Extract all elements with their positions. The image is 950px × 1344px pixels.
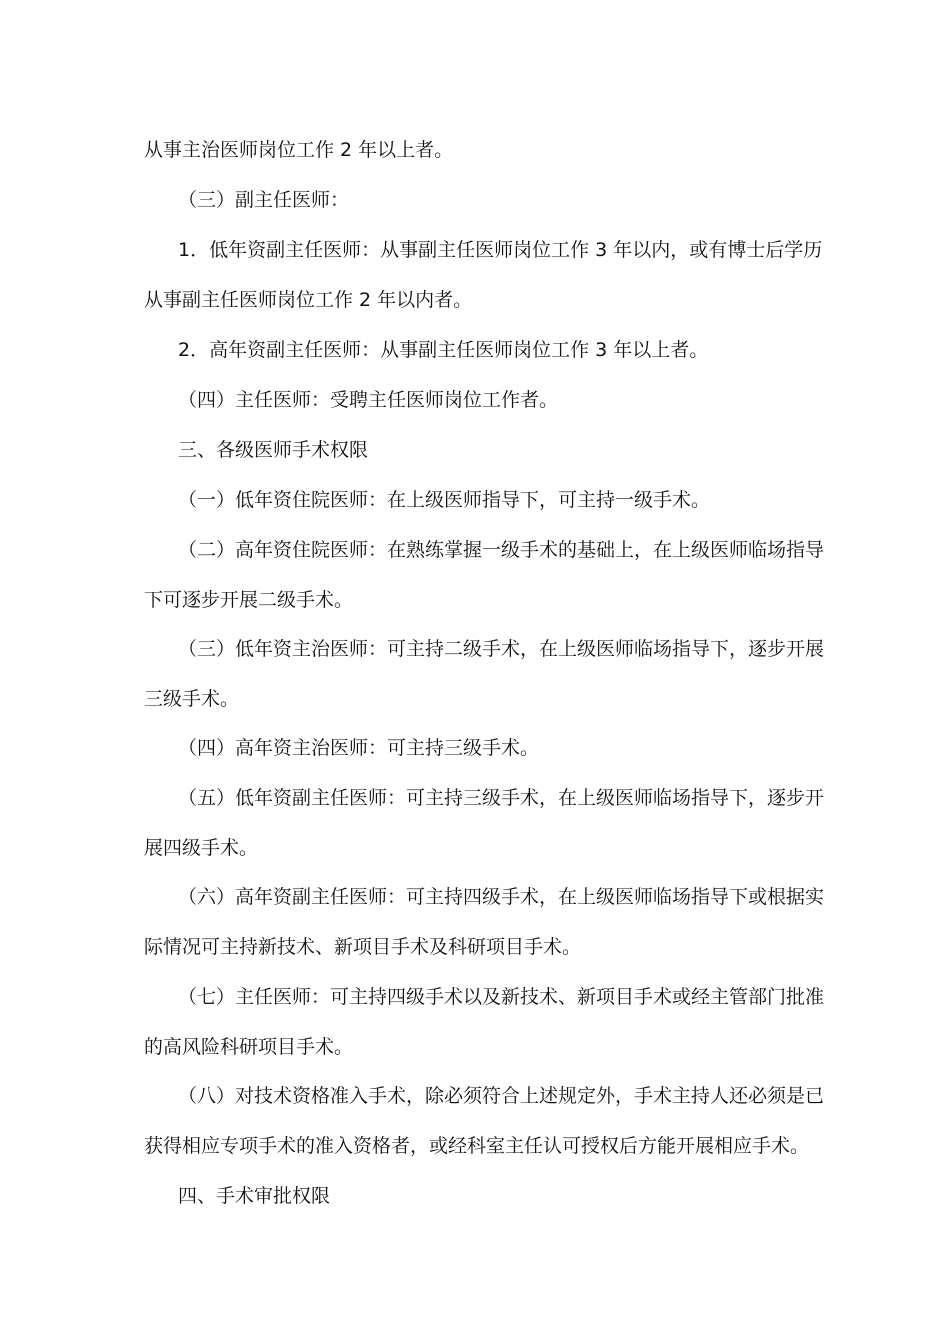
text-line: 从事副主任医师岗位工作 2 年以内者。 (144, 289, 473, 311)
text-line: 展四级手术。 (144, 837, 259, 859)
text-line: （四）主任医师：受聘主任医师岗位工作者。 (178, 389, 559, 411)
text-line: 下可逐步开展二级手术。 (144, 589, 354, 611)
section-heading: （三）副主任医师： (178, 189, 350, 211)
text-line: 1．低年资副主任医师：从事副主任医师岗位工作 3 年以内，或有博士后学历 (178, 239, 823, 261)
text-line: 2．高年资副主任医师：从事副主任医师岗位工作 3 年以上者。 (178, 339, 709, 361)
section-heading: 四、手术审批权限 (178, 1185, 331, 1207)
text-line: （三）低年资主治医师：可主持二级手术，在上级医师临场指导下，逐步开展 (178, 638, 825, 660)
text-line: （一）低年资住院医师：在上级医师指导下，可主持一级手术。 (178, 489, 711, 511)
section-heading: 三、各级医师手术权限 (178, 439, 369, 461)
text-line: 的高风险科研项目手术。 (144, 1036, 354, 1058)
text-line: 际情况可主持新技术、新项目手术及科研项目手术。 (144, 936, 582, 958)
text-line: （八）对技术资格准入手术，除必须符合上述规定外，手术主持人还必须是已 (178, 1085, 825, 1107)
text-line: （七）主任医师：可主持四级手术以及新技术、新项目手术或经主管部门批准 (178, 986, 825, 1008)
text-line: 三级手术。 (144, 688, 240, 710)
text-line: 获得相应专项手术的准入资格者，或经科室主任认可授权后方能开展相应手术。 (144, 1135, 810, 1157)
text-line: （五）低年资副主任医师：可主持三级手术，在上级医师临场指导下，逐步开 (178, 787, 825, 809)
text-line: 从事主治医师岗位工作 2 年以上者。 (144, 139, 454, 161)
text-line: （四）高年资主治医师：可主持三级手术。 (178, 737, 540, 759)
text-line: （二）高年资住院医师：在熟练掌握一级手术的基础上，在上级医师临场指导 (178, 539, 825, 561)
text-line: （六）高年资副主任医师：可主持四级手术，在上级医师临场指导下或根据实 (178, 886, 825, 908)
